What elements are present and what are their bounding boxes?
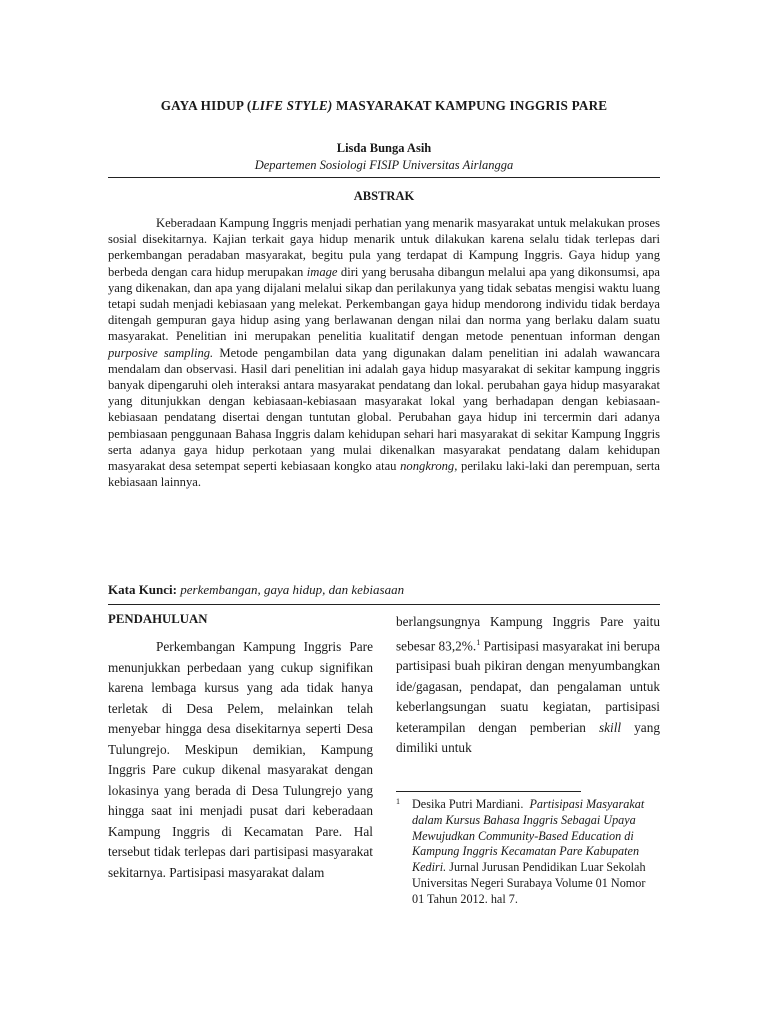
section-divider (108, 604, 660, 605)
keywords-label: Kata Kunci: (108, 582, 177, 597)
right-seg-3: yang dimiliki untuk (396, 719, 660, 756)
keywords (108, 582, 660, 598)
right-column-text (396, 612, 660, 759)
keywords-text: perkembangan, gaya hidup, dan kebiasaan (180, 582, 405, 597)
abstract-italic-2: purposive sampling. (108, 345, 214, 360)
footnote-content (412, 797, 660, 908)
abstract-italic-1: image (306, 264, 338, 279)
section-heading: PENDAHULUAN (108, 612, 208, 626)
author-name: Lisda Bunga Asih (336, 141, 432, 155)
footnote-author: Desika Putri Mardiani. (412, 797, 524, 811)
footnote-title: Partisipasi Masyarakat dalam Kursus Bahasa Inggris Sebagai Upaya Mewujudkan Community-Based Education di Kampung Inggris Kecamatan Pare Kabupaten Kediri. (412, 797, 645, 875)
abstract-body (108, 215, 660, 490)
footnote-rest: Jurnal Jurusan Pendidikan Luar Sekolah Universitas Negeri Surabaya Volume 01 Nomor 01 Tahun 2012. hal 7. (412, 860, 646, 906)
abstract-heading: ABSTRAK (353, 189, 415, 203)
footnote-mark: 1 (396, 797, 400, 806)
abstract-seg-4: perilaku laki-laki dan perempuan, serta kebiasaan lainnya. (108, 459, 660, 490)
right-seg-2: Partisipasi masyarakat ini berupa partisipasi buah pikiran dengan menyumbangkan ide/gagasan, pendapat, dan pengalaman untuk keberlangsungan suatu kegiatan, partisipasi keterampilan dengan pemberian (396, 637, 660, 735)
title-text-1: GAYA HIDUP ( (160, 98, 252, 113)
right-seg-1: berlangsungnya Kampung Inggris Pare yaitu sebesar 83,2%. (396, 614, 660, 653)
right-column (396, 612, 660, 759)
header-divider (108, 177, 660, 178)
title-text-2: MASYARAKAT KAMPUNG INGGRIS PARE (332, 98, 608, 113)
footnote-first-line (396, 797, 660, 908)
footnote-divider (396, 791, 581, 792)
footnote-ref: 1 (476, 637, 481, 647)
footnote (396, 797, 660, 908)
abstract-italic-3: nongkrong, (400, 459, 458, 474)
paper-title (108, 98, 660, 114)
right-italic: skill (598, 719, 622, 735)
title-italic: LIFE STYLE) (251, 98, 333, 113)
author-affiliation: Departemen Sosiologi FISIP Universitas Airlangga (254, 158, 514, 172)
abstract-seg-2: diri yang berusaha dibangun melalui apa yang dikonsumsi, apa yang dikenakan, dan apa yang dijalani melalui sikap dan perilakunya yang tidak sebatas mengisi waktu luang tetapi sudah menjadi kebiasaan yang melekat. Perkembangan gaya hidup mendorong individu tidak berdaya ditengah gempuran gaya hidup asing yang berlawanan dengan nilai dan norma yang berlaku dalam suatu masyarakat. Penelitian ini merupakan penelitia kualitatif dengan metode penentuan informan dengan (108, 264, 660, 344)
abstract-seg-1: Keberadaan Kampung Inggris menjadi perhatian yang menarik masyarakat untuk melakukan proses sosial disekitarnya. Kajian terkait gaya hidup menarik untuk dilakukan karena selalu tidak terlepas dari perkembangan peradaban masyarakat, begitu pula yang terdapat di Kampung Inggris. Gaya hidup yang berbeda dengan cara hidup merupakan (108, 216, 660, 279)
left-column (108, 612, 373, 883)
left-column-text: Perkembangan Kampung Inggris Pare menunjukkan perbedaan yang cukup signifikan karena lembaga kursus yang ada tidak hanya terletak di Desa Pelem, melainkan telah menyebar hingga desa disekitarnya seperti Desa Tulungrejo. Meskipun demikian, Kampung Inggris Pare cukup dikenal masyarakat dengan lokasinya yang berada di Desa Tulungrejo yang hingga saat ini menjadi pusat dari keberadaan Kampung Inggris di Kecamatan Pare. Hal tersebut tidak terlepas dari partisipasi masyarakat sekitarnya. Partisipasi masyarakat dalam (108, 639, 373, 880)
abstract-seg-3: Metode pengambilan data yang digunakan dalam penelitian ini adalah wawancara mendalam dan observasi. Hasil dari penelitian ini adalah gaya hidup masyarakat di sekitar kampung inggris banyak dipengaruhi oleh interaksi antara masyarakat pendatang dan lokal. perubahan gaya hidup masyarakat yang ditunjukkan dengan kebiasaan-kebiasaan masyarakat lokal yang berhadapan dengan kebiasaan-kebiasaan pendatang disertai dengan tuntutan global. Perubahan gaya hidup ini tercermin dari adanya pembiasaan penggunaan Bahasa Inggris dalam kehidupan sehari hari masyarakat di sekitar Kampung Inggris serta adanya gaya hidup perkotaan yang mulai dikenalkan masyarakat pendatang dalam kehidupan masyarakat desa setempat seperti kebiasaan kongko atau (108, 345, 660, 474)
